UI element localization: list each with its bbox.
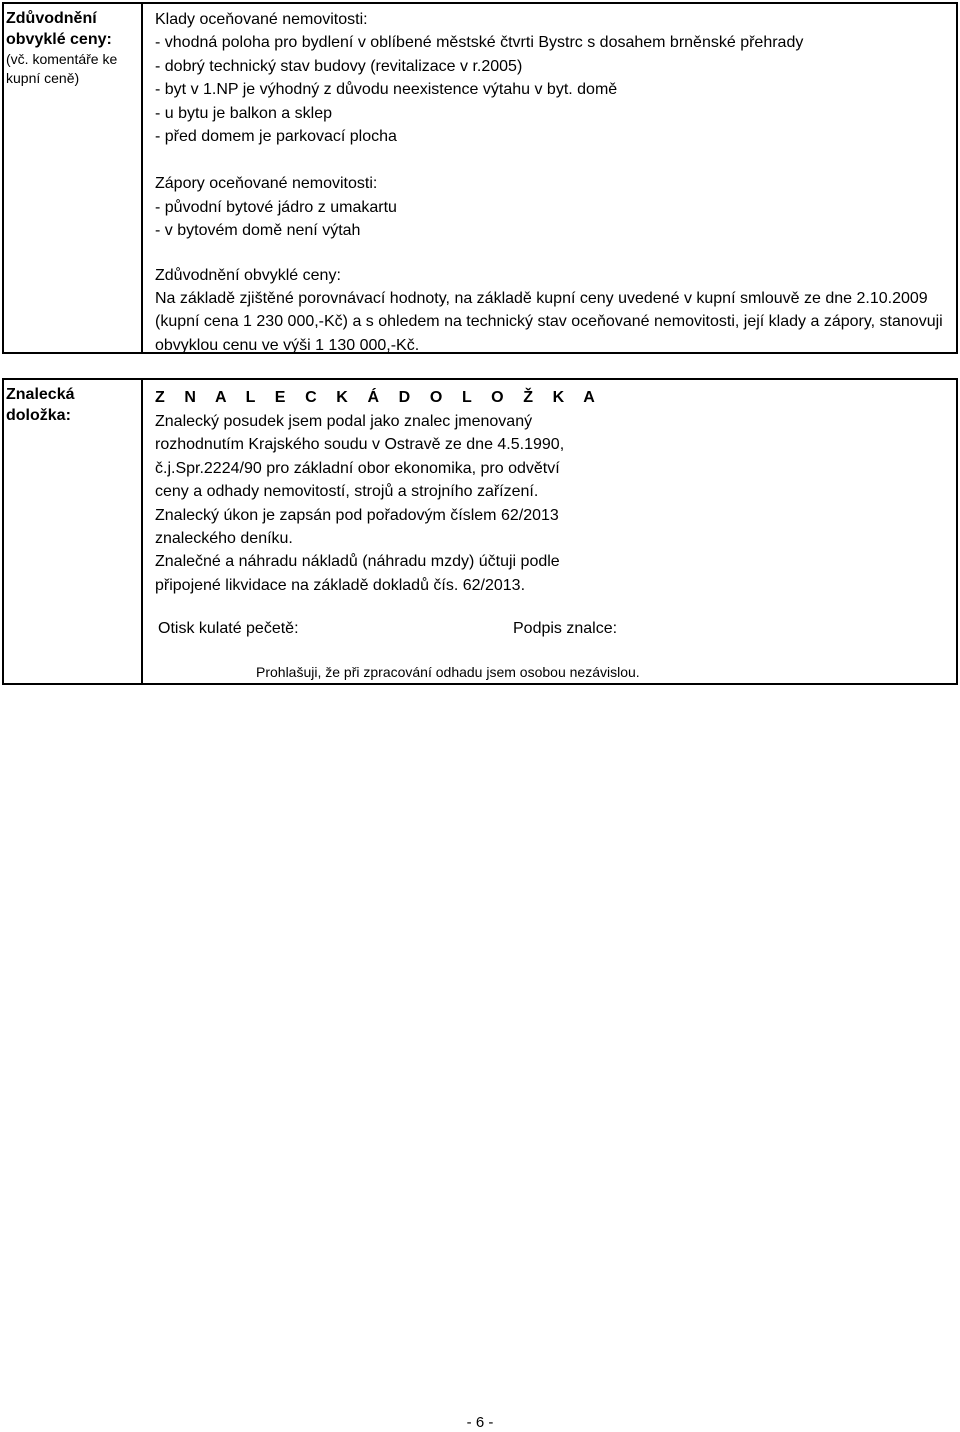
- pros-item: - dobrý technický stav budovy (revitalizace v r.2005): [155, 57, 523, 75]
- page-number: - 6 -: [466, 1414, 494, 1431]
- section-content: [155, 8, 948, 357]
- expert-clause-section: [2, 378, 958, 685]
- section-label: [6, 8, 138, 88]
- column-divider: [141, 4, 143, 352]
- cons-item: - původní bytové jádro z umakartu: [155, 198, 397, 216]
- pros-item: - před domem je parkovací plocha: [155, 128, 397, 146]
- cons-heading: Zápory oceňované nemovitosti:: [155, 175, 378, 193]
- pros-item: - u bytu je balkon a sklep: [155, 104, 332, 122]
- section-label-title: Znalecká doložka:: [6, 386, 75, 424]
- section-content: [155, 384, 948, 645]
- cons-item: - v bytovém domě není výtah: [155, 222, 361, 240]
- section-label-title: Zdůvodnění obvyklé ceny:: [6, 10, 112, 48]
- section-label-subtitle: (vč. komentáře ke kupní ceně): [6, 51, 118, 86]
- justification-text: Na základě zjištěné porovnávací hodnoty, na základě kupní ceny uvedené v kupní smlouvě ze dne 2.10.2009 (kupní cena 1 230 000,-Kč) a s ohledem na technický stav oceňované nemovitosti, její klady a zápory, stanovuji obvyklou cenu ve výši 1 130 000,-Kč.: [155, 290, 943, 354]
- section-label: [6, 384, 138, 426]
- clause-line: č.j.Spr.2224/90 pro základní obor ekonomika, pro odvětví: [155, 459, 560, 477]
- clause-line: Znalecký posudek jsem podal jako znalec jmenovaný: [155, 413, 533, 430]
- clause-line: Znalecký úkon je zapsán pod pořadovým číslem 62/2013: [155, 506, 559, 524]
- signature-row: [155, 617, 948, 645]
- clause-heading: Z N A L E C K Á D O L O Ž K A: [155, 389, 596, 406]
- clause-line: Znalečné a náhradu nákladů (náhradu mzdy) účtuji podle: [155, 553, 560, 571]
- clause-line: ceny a odhady nemovitostí, strojů a strojního zařízení.: [155, 483, 539, 501]
- pros-item: - vhodná poloha pro bydlení v oblíbené městské čtvrti Bystrc s dosahem brněnské přehrady: [155, 34, 804, 52]
- clause-line: připojené likvidace na základě dokladů čís. 62/2013.: [155, 576, 526, 594]
- clause-line: rozhodnutím Krajského soudu v Ostravě ze dne 4.5.1990,: [155, 436, 565, 454]
- independence-declaration: Prohlašuji, že při zpracování odhadu jsem osobou nezávislou.: [256, 664, 640, 680]
- clause-line: znaleckého deníku.: [155, 530, 293, 548]
- pros-item: - byt v 1.NP je výhodný z důvodu neexistence výtahu v byt. domě: [155, 81, 618, 99]
- seal-label: Otisk kulaté pečetě:: [158, 620, 299, 638]
- pros-heading: Klady oceňované nemovitosti:: [155, 11, 368, 28]
- price-justification-section: [2, 2, 958, 354]
- justification-heading: Zdůvodnění obvyklé ceny:: [155, 266, 341, 284]
- column-divider: [141, 380, 143, 683]
- signature-label: Podpis znalce:: [513, 620, 618, 638]
